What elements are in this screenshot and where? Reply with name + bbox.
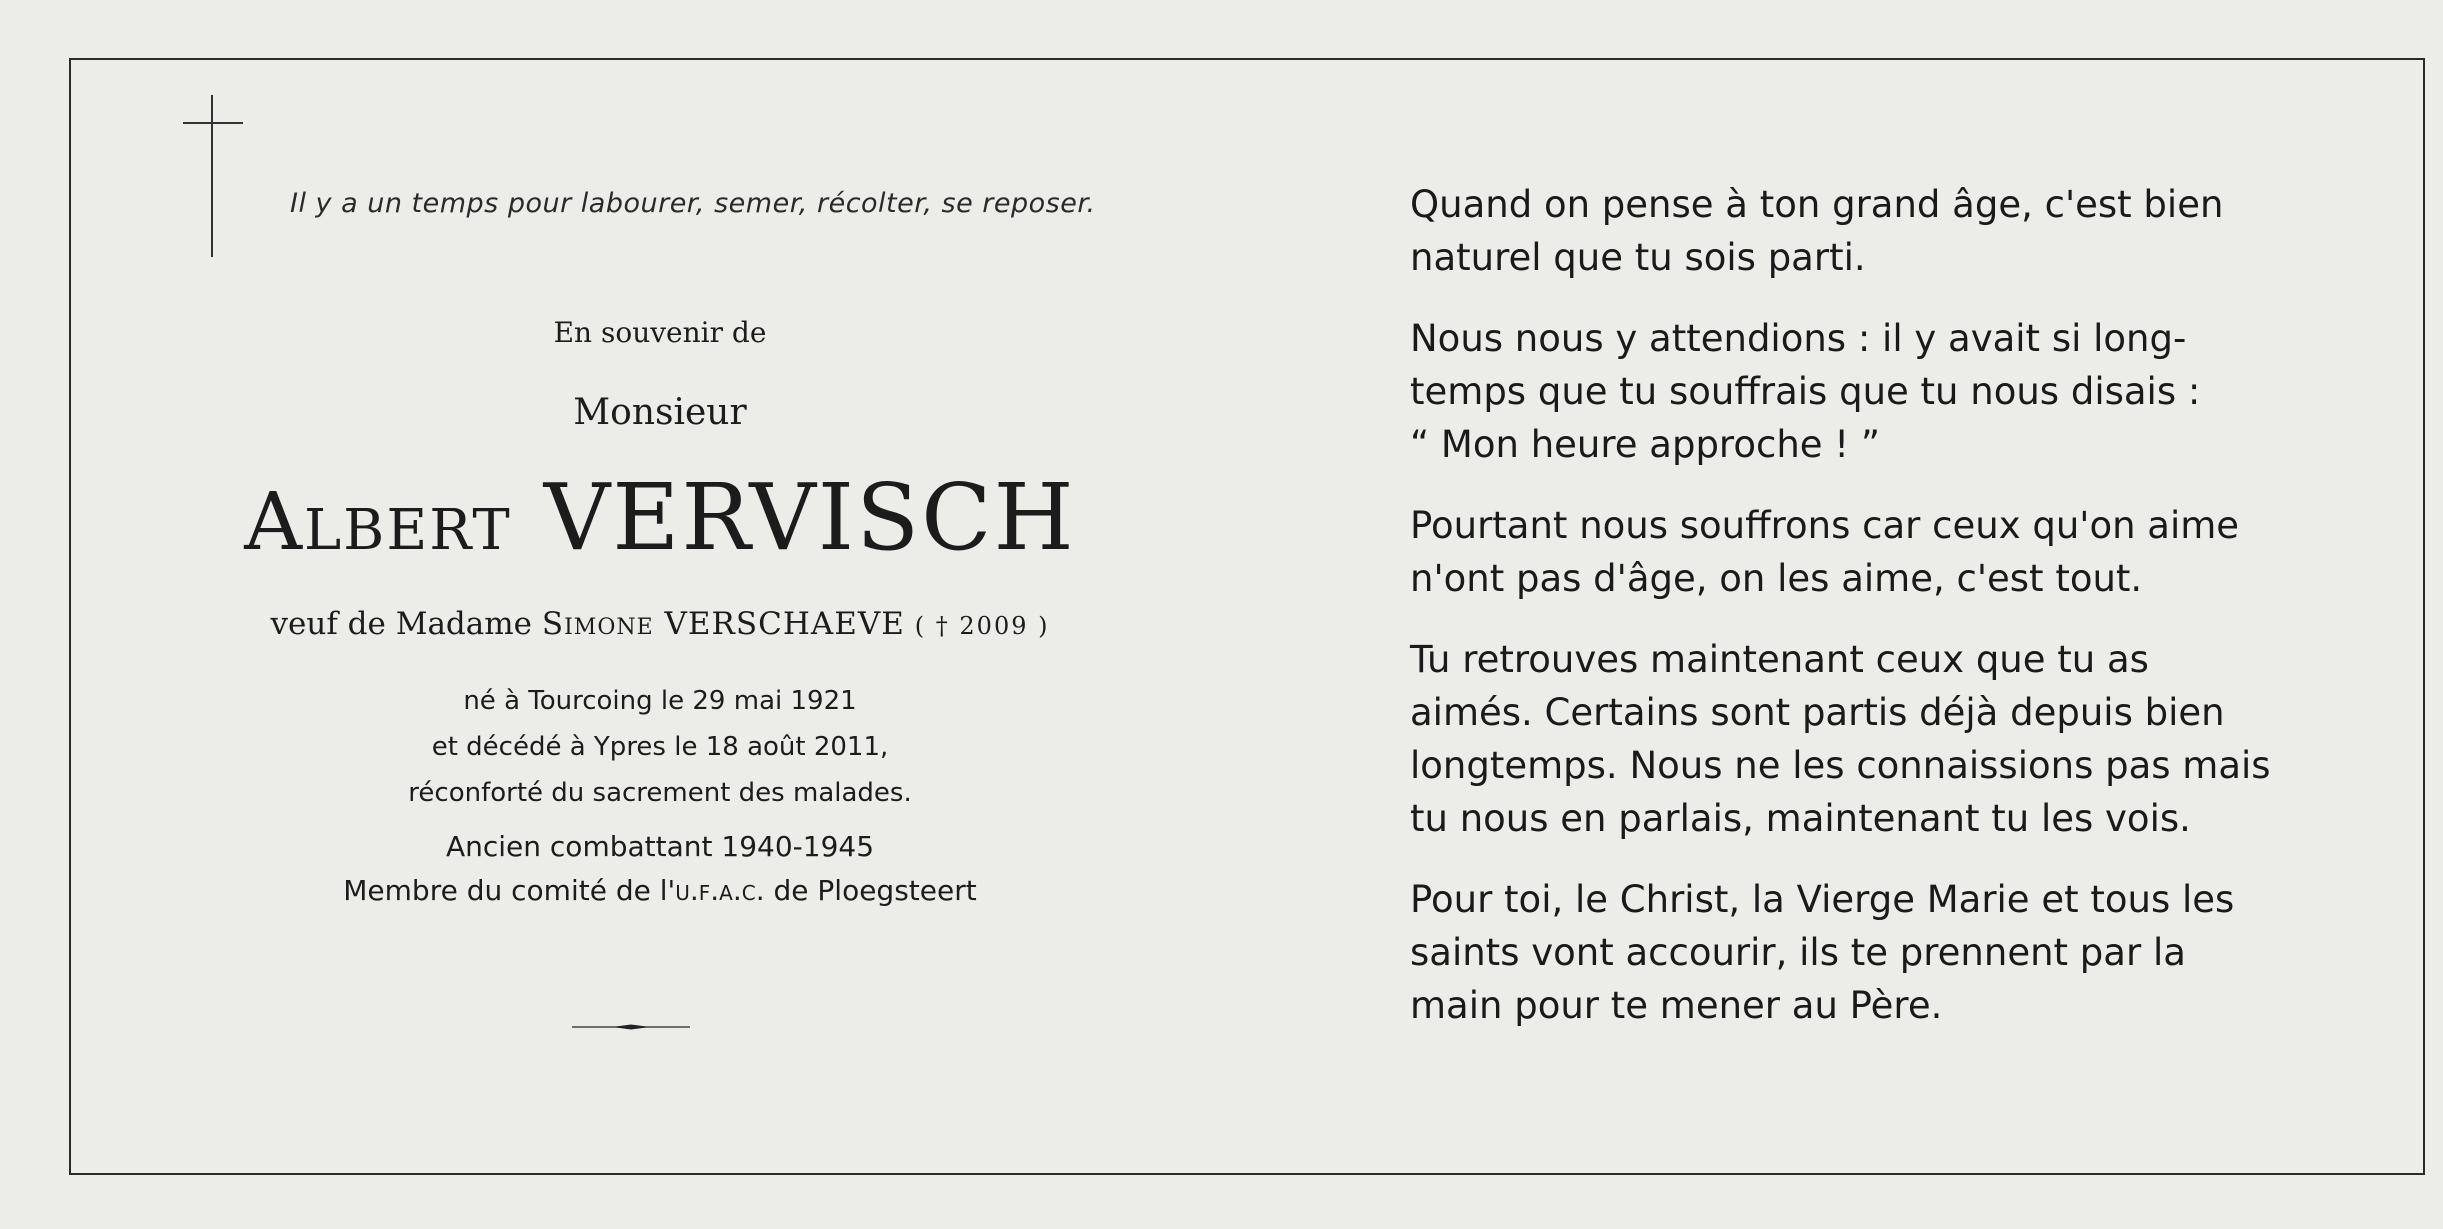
spouse-name: Simone VERSCHAEVE: [541, 606, 905, 642]
veteran-line: Ancien combattant 1940-1945: [445, 830, 875, 863]
souvenir-heading: En souvenir de: [553, 316, 767, 349]
motto: Il y a un temps pour labourer, semer, récolter, se reposer.: [290, 188, 1096, 219]
deceased-name: [160, 464, 1160, 572]
life-details: [160, 678, 1160, 816]
committee-prefix: Membre du comité de l': [343, 874, 676, 907]
committee-suffix: de Ploegsteert: [764, 874, 977, 907]
poem-paragraph: Nous nous y attendions : il y avait si long- temps que tu souffrais que tu nous disais : “ Mon heure approche ! ”: [1410, 317, 2201, 466]
right-panel: [1410, 178, 2390, 1060]
poem-paragraph: Pourtant nous souffrons car ceux qu'on aime n'ont pas d'âge, on les aime, c'est tout.: [1410, 504, 2240, 600]
veteran-info: [160, 825, 1160, 913]
spouse-line: [160, 606, 1160, 642]
honorific: Monsieur: [573, 392, 747, 433]
committee-line: [160, 869, 1160, 913]
poem-paragraph: Pour toi, le Christ, la Vierge Marie et tous les saints vont accourir, ils te prennent par la main pour te mener au Père.: [1410, 878, 2235, 1027]
poem-paragraph: Quand on pense à ton grand âge, c'est bien naturel que tu sois parti.: [1410, 183, 2224, 279]
committee-org: u.f.a.c.: [675, 874, 765, 907]
poem-paragraph: Tu retrouves maintenant ceux que tu as aimés. Certains sont partis déjà depuis bien longtemps. Nous ne les connaissions pas mais tu nous en parlais, maintenant tu les vois.: [1410, 638, 2271, 840]
sacrament-line: réconforté du sacrement des malades.: [408, 778, 912, 808]
first-name: Albert: [244, 475, 512, 568]
death-line: et décédé à Ypres le 18 août 2011,: [431, 732, 889, 762]
ornament-divider-icon: [572, 1024, 690, 1030]
birth-line: né à Tourcoing le 29 mai 1921: [463, 686, 857, 716]
last-name: VERVISCH: [543, 464, 1076, 571]
spouse-death-year: ( † 2009 ): [914, 612, 1050, 640]
spouse-prefix: veuf de Madame: [270, 606, 533, 642]
